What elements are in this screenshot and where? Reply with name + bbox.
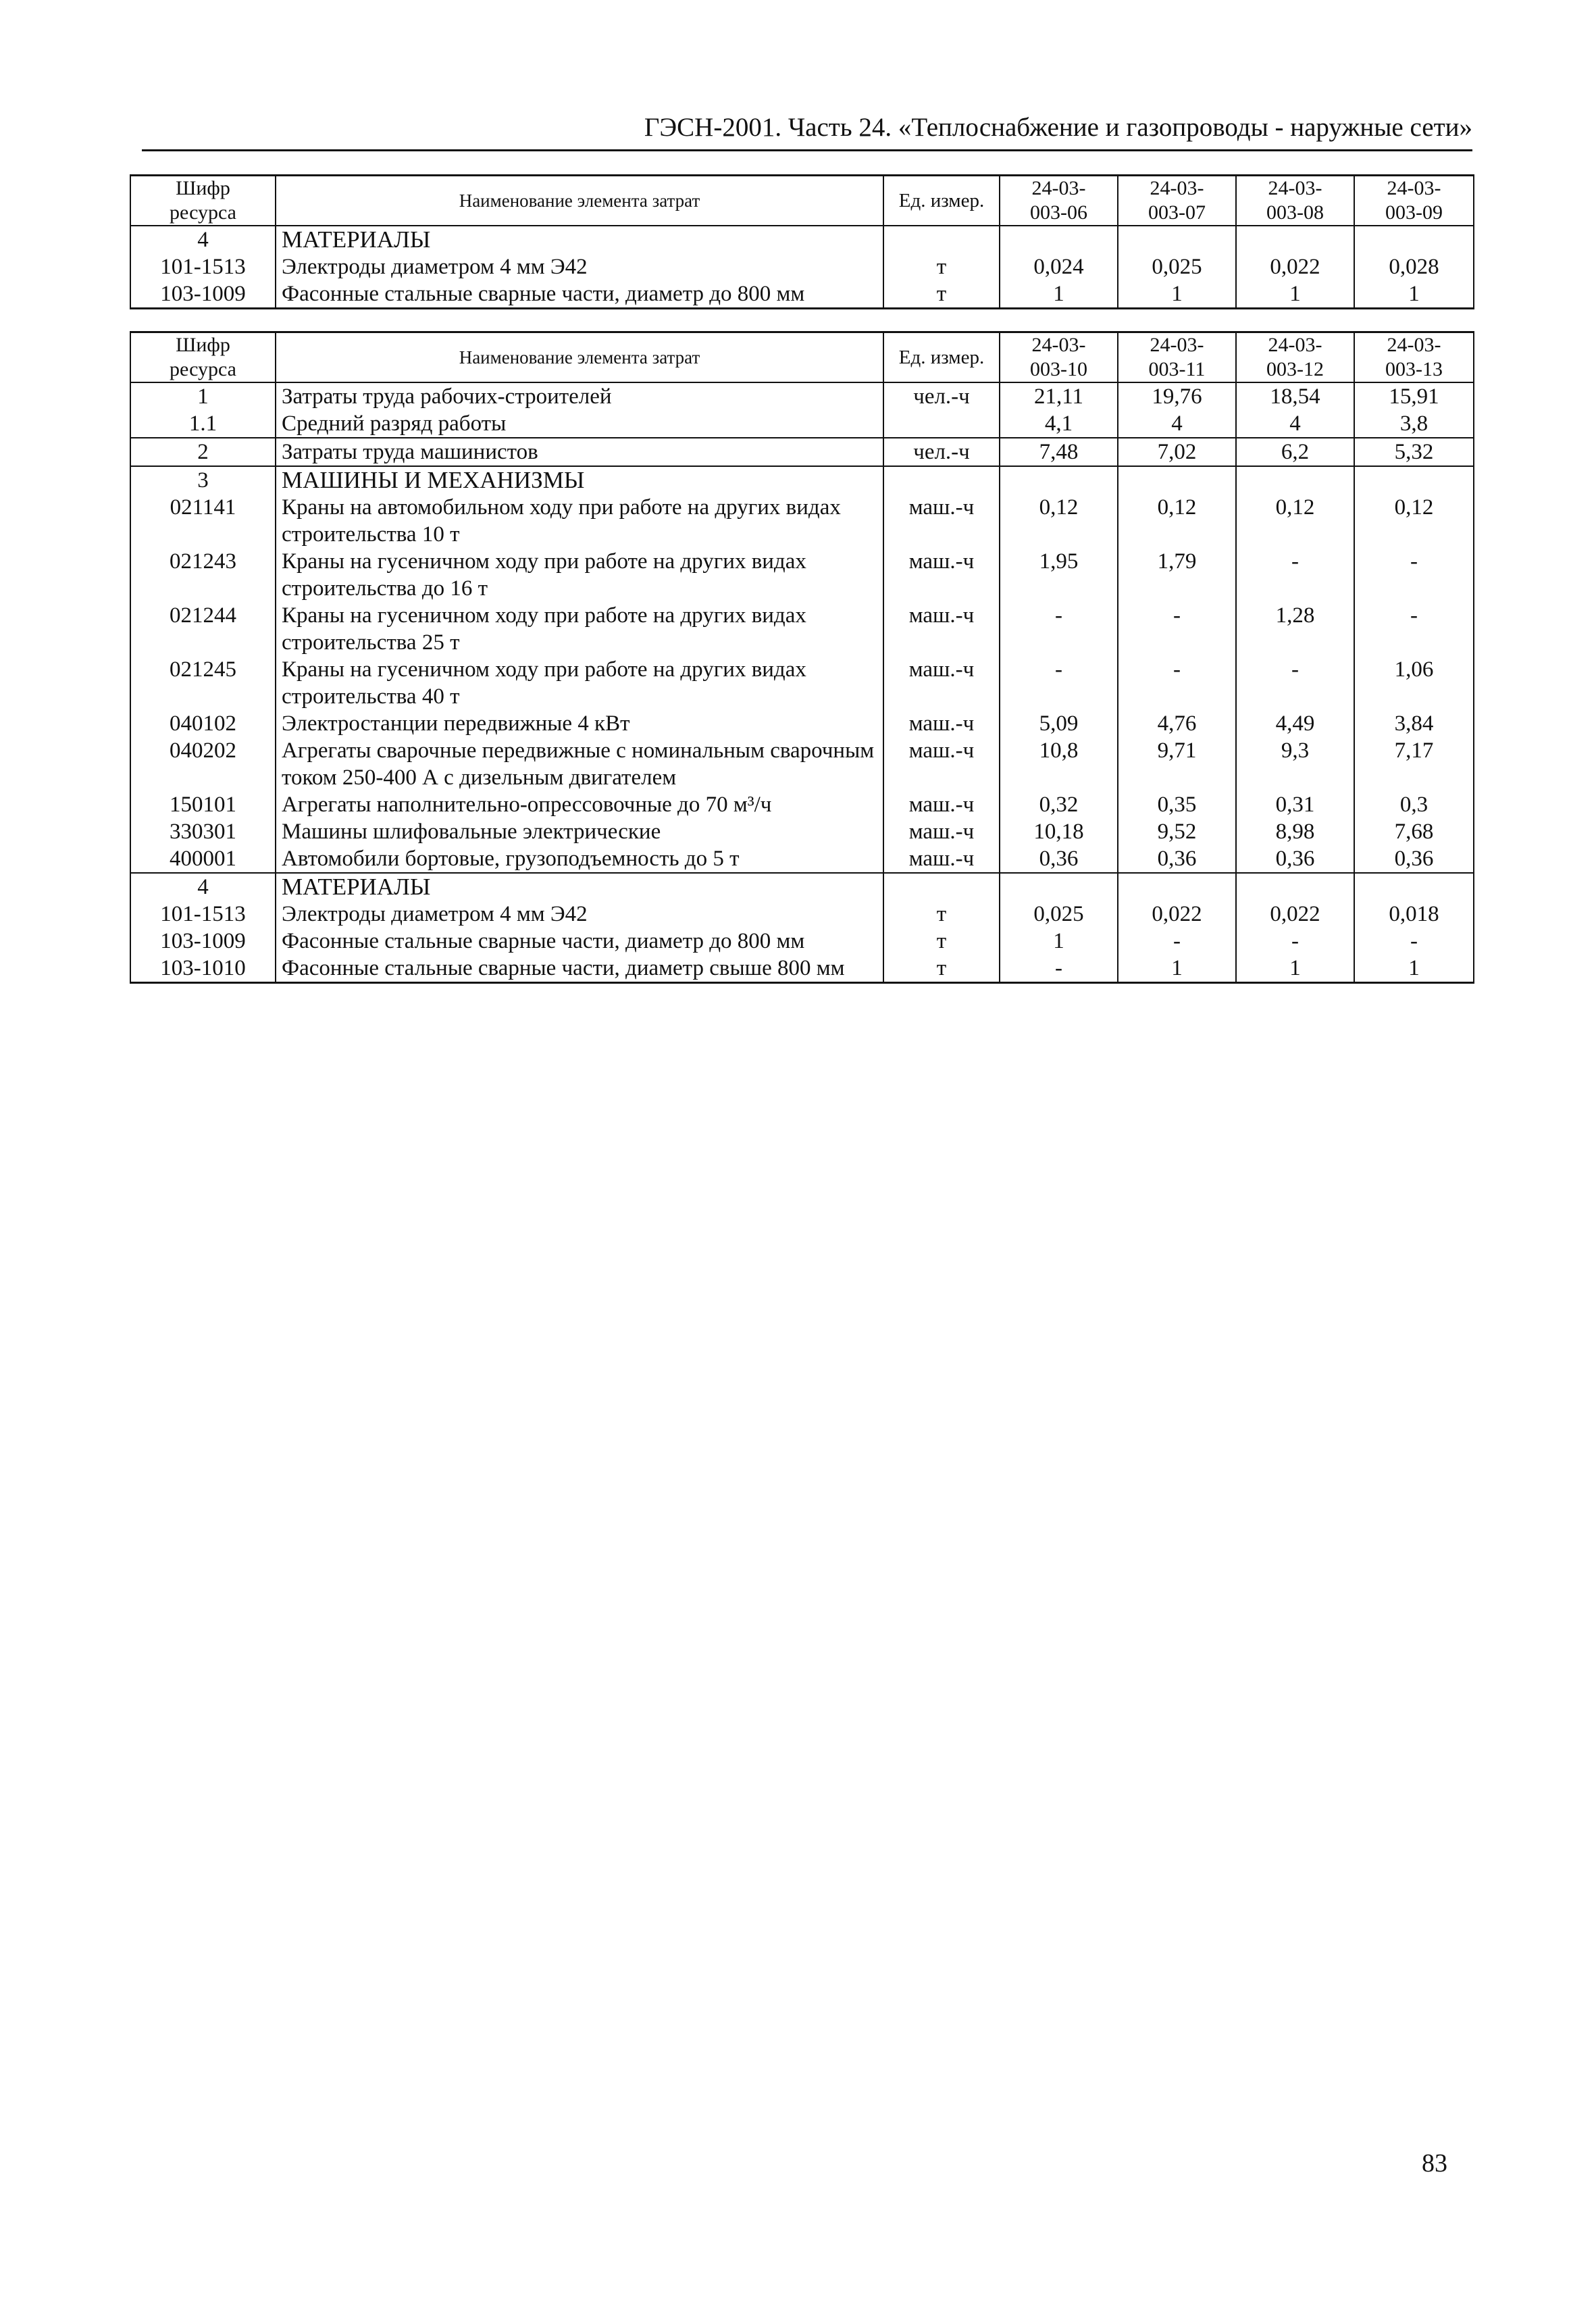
unit-cell: чел.-ч (883, 382, 1000, 410)
table-row (130, 494, 1474, 548)
norm-value-cell: 1,95 (1000, 548, 1118, 602)
norm-value-cell (1118, 466, 1236, 494)
table-row (130, 410, 1474, 438)
table-row (130, 382, 1474, 410)
resource-code-cell: 3 (130, 466, 276, 494)
cost-item-name-cell: Агрегаты сварочные передвижные с номинальным сварочным током 250-400 А с дизельным двигателем (276, 737, 883, 791)
norm-value-cell (1236, 873, 1354, 901)
norm-value-cell: 0,32 (1000, 791, 1118, 818)
resource-code-cell: 4 (130, 873, 276, 901)
norm-value-cell: 7,17 (1354, 737, 1474, 791)
resource-code-cell: 040202 (130, 737, 276, 791)
norm-value-cell: 8,98 (1236, 818, 1354, 845)
norm-value-cell: 0,36 (1000, 845, 1118, 873)
unit-cell: маш.-ч (883, 656, 1000, 710)
norm-value-cell: 1,79 (1118, 548, 1236, 602)
resource-code-cell: 150101 (130, 791, 276, 818)
norm-value-cell: 4 (1236, 410, 1354, 438)
norm-value-cell: 0,025 (1000, 901, 1118, 928)
resource-code-cell: 4 (130, 226, 276, 253)
norm-value-cell (1000, 226, 1118, 253)
norm-value-cell: 10,8 (1000, 737, 1118, 791)
resource-code-cell: 101-1513 (130, 901, 276, 928)
norm-value-cell: 0,3 (1354, 791, 1474, 818)
section-title-cell: МАШИНЫ И МЕХАНИЗМЫ (276, 466, 883, 494)
cost-item-name-cell: Автомобили бортовые, грузоподъемность до 5 т (276, 845, 883, 873)
norm-value-cell: - (1354, 548, 1474, 602)
norm-value-cell (1354, 466, 1474, 494)
norm-value-cell (1000, 873, 1118, 901)
cost-item-name-cell: Машины шлифовальные электрические (276, 818, 883, 845)
norm-value-cell: - (1118, 656, 1236, 710)
norm-value-cell: 10,18 (1000, 818, 1118, 845)
unit-cell (883, 873, 1000, 901)
resource-code-cell: 1.1 (130, 410, 276, 438)
resource-code-cell: 101-1513 (130, 253, 276, 280)
norm-value-cell: 0,028 (1354, 253, 1474, 280)
table-row (130, 901, 1474, 928)
norm-value-cell: 0,36 (1354, 845, 1474, 873)
norm-value-cell: 6,2 (1236, 438, 1354, 466)
norm-value-cell: 9,71 (1118, 737, 1236, 791)
norm-value-cell: 4,76 (1118, 710, 1236, 737)
column-header-unit: Ед. измер. (883, 332, 1000, 383)
norm-value-cell: 0,12 (1236, 494, 1354, 548)
unit-cell: т (883, 928, 1000, 955)
resource-code-cell: 1 (130, 382, 276, 410)
norm-value-cell: 15,91 (1354, 382, 1474, 410)
table-row (130, 602, 1474, 656)
table-row (130, 845, 1474, 873)
unit-cell (883, 410, 1000, 438)
section-title-cell: МАТЕРИАЛЫ (276, 873, 883, 901)
cost-item-name-cell: Краны на гусеничном ходу при работе на других видах строительства 25 т (276, 602, 883, 656)
resource-code-cell: 021141 (130, 494, 276, 548)
unit-cell: т (883, 901, 1000, 928)
norm-value-cell: 0,024 (1000, 253, 1118, 280)
resource-code-cell: 103-1009 (130, 280, 276, 309)
unit-cell: маш.-ч (883, 818, 1000, 845)
page-number: 83 (1422, 2149, 1447, 2178)
norm-value-cell: - (1236, 928, 1354, 955)
norm-value-cell: 5,32 (1354, 438, 1474, 466)
table-row (130, 656, 1474, 710)
norm-value-cell: 0,35 (1118, 791, 1236, 818)
norm-value-cell: - (1000, 955, 1118, 983)
norm-value-cell: 3,84 (1354, 710, 1474, 737)
cost-item-name-cell: Агрегаты наполнительно-опрессовочные до 70 м³/ч (276, 791, 883, 818)
norm-value-cell: 3,8 (1354, 410, 1474, 438)
cost-item-name-cell: Краны на гусеничном ходу при работе на других видах строительства до 16 т (276, 548, 883, 602)
norm-value-cell: - (1354, 602, 1474, 656)
cost-item-name-cell: Фасонные стальные сварные части, диаметр свыше 800 мм (276, 955, 883, 983)
cost-item-name-cell: Краны на автомобильном ходу при работе на других видах строительства 10 т (276, 494, 883, 548)
norm-value-cell: 1 (1354, 955, 1474, 983)
norm-value-cell: 0,022 (1236, 901, 1354, 928)
norm-value-cell: 7,02 (1118, 438, 1236, 466)
unit-cell: маш.-ч (883, 791, 1000, 818)
unit-cell: маш.-ч (883, 548, 1000, 602)
resource-code-cell: 103-1009 (130, 928, 276, 955)
norm-value-cell (1236, 466, 1354, 494)
table-row (130, 791, 1474, 818)
cost-item-name-cell: Средний разряд работы (276, 410, 883, 438)
unit-cell (883, 226, 1000, 253)
unit-cell: маш.-ч (883, 710, 1000, 737)
resource-code-cell: 021245 (130, 656, 276, 710)
norm-value-cell: - (1118, 928, 1236, 955)
unit-cell: маш.-ч (883, 845, 1000, 873)
unit-cell (883, 466, 1000, 494)
unit-cell: т (883, 955, 1000, 983)
column-header-norm: 24-03- 003-12 (1236, 332, 1354, 383)
norm-value-cell: 4,1 (1000, 410, 1118, 438)
unit-cell: маш.-ч (883, 494, 1000, 548)
resource-table-1 (130, 174, 1474, 309)
norm-value-cell (1000, 466, 1118, 494)
resource-code-cell: 021243 (130, 548, 276, 602)
norm-value-cell: 0,025 (1118, 253, 1236, 280)
norm-value-cell: 4,49 (1236, 710, 1354, 737)
norm-value-cell: 7,48 (1000, 438, 1118, 466)
column-header-norm: 24-03- 003-09 (1354, 176, 1474, 226)
norm-value-cell (1354, 226, 1474, 253)
norm-value-cell: - (1000, 602, 1118, 656)
table-row (130, 955, 1474, 983)
norm-value-cell: 1,28 (1236, 602, 1354, 656)
norm-value-cell: 4 (1118, 410, 1236, 438)
resource-code-cell: 040102 (130, 710, 276, 737)
norm-value-cell: - (1236, 656, 1354, 710)
column-header-norm: 24-03- 003-08 (1236, 176, 1354, 226)
column-header-name: Наименование элемента затрат (276, 332, 883, 383)
resource-code-cell: 2 (130, 438, 276, 466)
resource-code-cell: 103-1010 (130, 955, 276, 983)
norm-value-cell: 0,36 (1118, 845, 1236, 873)
norm-value-cell: 5,09 (1000, 710, 1118, 737)
table-row (130, 280, 1474, 309)
cost-item-name-cell: Краны на гусеничном ходу при работе на других видах строительства 40 т (276, 656, 883, 710)
norm-value-cell: 1 (1118, 955, 1236, 983)
cost-item-name-cell: Электростанции передвижные 4 кВт (276, 710, 883, 737)
norm-value-cell: 0,022 (1118, 901, 1236, 928)
section-row (130, 226, 1474, 253)
resource-code-cell: 330301 (130, 818, 276, 845)
unit-cell: т (883, 280, 1000, 309)
norm-value-cell: - (1000, 656, 1118, 710)
norm-value-cell: 1 (1118, 280, 1236, 309)
norm-value-cell: 0,36 (1236, 845, 1354, 873)
cost-item-name-cell: Электроды диаметром 4 мм Э42 (276, 901, 883, 928)
norm-value-cell: 0,12 (1118, 494, 1236, 548)
norm-value-cell (1118, 226, 1236, 253)
column-header-code: Шифр ресурса (130, 332, 276, 383)
norm-value-cell: 1,06 (1354, 656, 1474, 710)
resource-code-cell: 400001 (130, 845, 276, 873)
norm-value-cell: 0,12 (1000, 494, 1118, 548)
column-header-norm: 24-03- 003-07 (1118, 176, 1236, 226)
cost-item-name-cell: Затраты труда рабочих-строителей (276, 382, 883, 410)
resource-table-2 (130, 331, 1474, 984)
norm-value-cell: 9,52 (1118, 818, 1236, 845)
table-row (130, 928, 1474, 955)
norm-value-cell: 9,3 (1236, 737, 1354, 791)
norm-value-cell: 0,31 (1236, 791, 1354, 818)
cost-item-name-cell: Фасонные стальные сварные части, диаметр до 800 мм (276, 928, 883, 955)
table-row (130, 818, 1474, 845)
column-header-norm: 24-03- 003-13 (1354, 332, 1474, 383)
table-row (130, 548, 1474, 602)
norm-value-cell (1118, 873, 1236, 901)
norm-value-cell: 0,018 (1354, 901, 1474, 928)
norm-value-cell: 21,11 (1000, 382, 1118, 410)
norm-value-cell: - (1118, 602, 1236, 656)
norm-value-cell: 19,76 (1118, 382, 1236, 410)
norm-value-cell: 7,68 (1354, 818, 1474, 845)
unit-cell: чел.-ч (883, 438, 1000, 466)
norm-value-cell (1236, 226, 1354, 253)
column-header-norm: 24-03- 003-10 (1000, 332, 1118, 383)
section-title-cell: МАТЕРИАЛЫ (276, 226, 883, 253)
cost-item-name-cell: Электроды диаметром 4 мм Э42 (276, 253, 883, 280)
norm-value-cell: 1 (1000, 928, 1118, 955)
resource-code-cell: 021244 (130, 602, 276, 656)
column-header-unit: Ед. измер. (883, 176, 1000, 226)
norm-value-cell: - (1236, 548, 1354, 602)
norm-value-cell: 1 (1236, 955, 1354, 983)
page-header: ГЭСН-2001. Часть 24. «Теплоснабжение и газопроводы - наружные сети» (142, 112, 1472, 151)
section-row (130, 466, 1474, 494)
table-row (130, 438, 1474, 466)
norm-value-cell: 1 (1236, 280, 1354, 309)
norm-value-cell: 0,12 (1354, 494, 1474, 548)
table-header-row (130, 332, 1474, 383)
table-header-row (130, 176, 1474, 226)
unit-cell: маш.-ч (883, 737, 1000, 791)
cost-item-name-cell: Затраты труда машинистов (276, 438, 883, 466)
column-header-name: Наименование элемента затрат (276, 176, 883, 226)
cost-item-name-cell: Фасонные стальные сварные части, диаметр до 800 мм (276, 280, 883, 309)
norm-value-cell (1354, 873, 1474, 901)
column-header-norm: 24-03- 003-11 (1118, 332, 1236, 383)
table-row (130, 737, 1474, 791)
unit-cell: маш.-ч (883, 602, 1000, 656)
table-row (130, 253, 1474, 280)
column-header-norm: 24-03- 003-06 (1000, 176, 1118, 226)
column-header-code: Шифр ресурса (130, 176, 276, 226)
norm-value-cell: - (1354, 928, 1474, 955)
norm-value-cell: 18,54 (1236, 382, 1354, 410)
unit-cell: т (883, 253, 1000, 280)
norm-value-cell: 1 (1354, 280, 1474, 309)
norm-value-cell: 0,022 (1236, 253, 1354, 280)
norm-value-cell: 1 (1000, 280, 1118, 309)
table-row (130, 710, 1474, 737)
section-row (130, 873, 1474, 901)
